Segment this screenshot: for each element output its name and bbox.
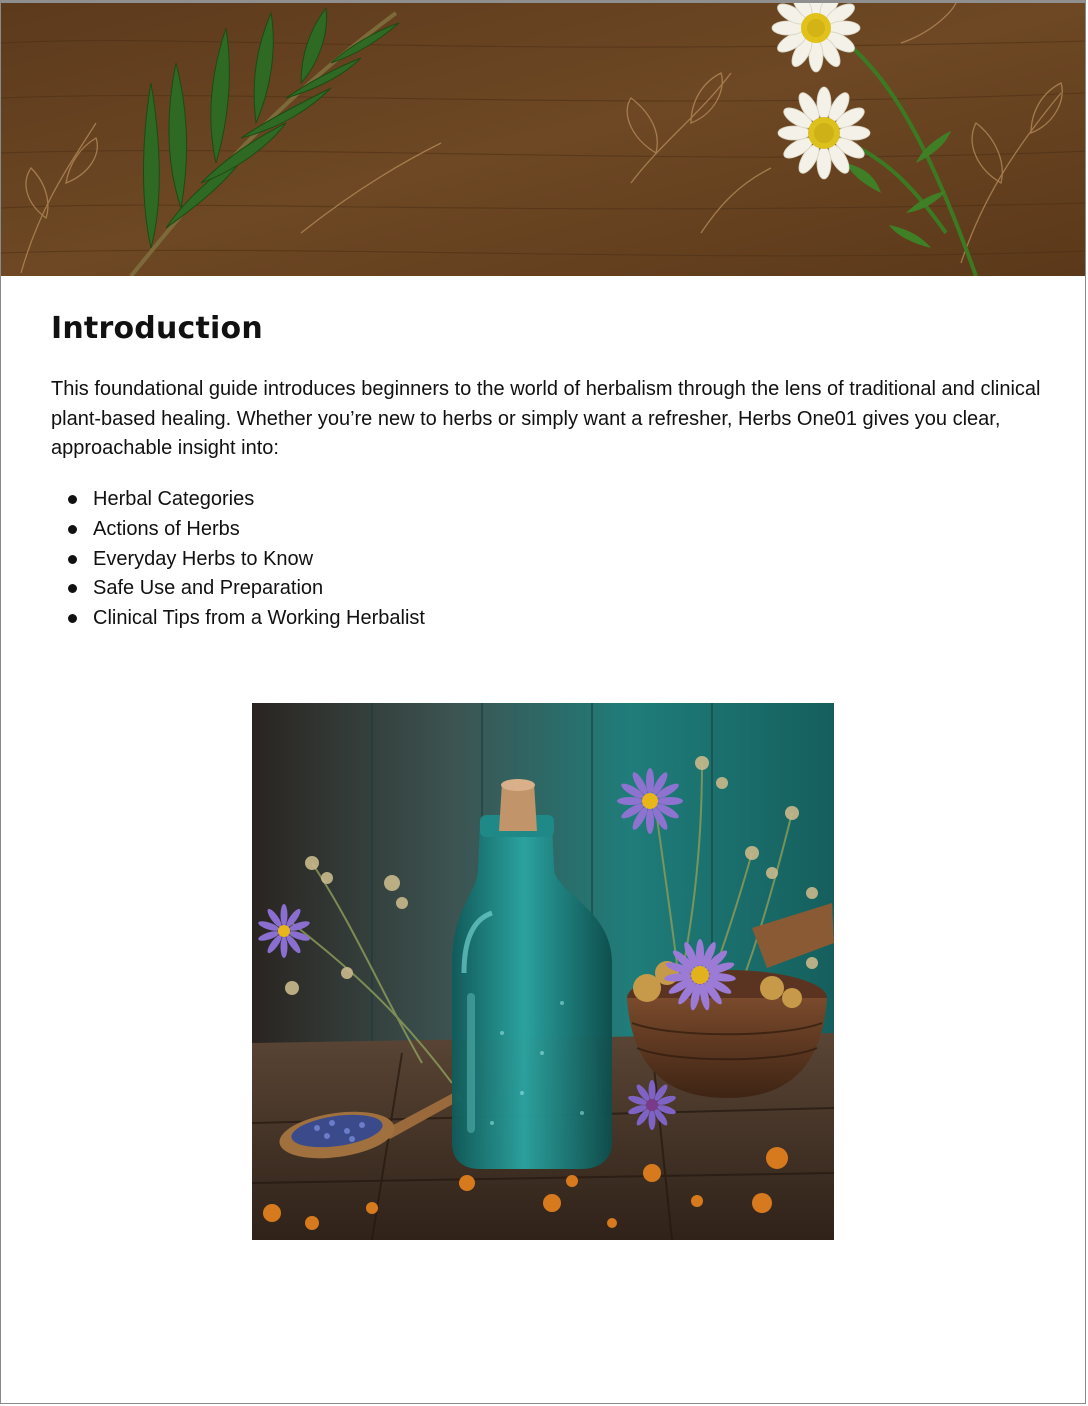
topics-list (51, 485, 425, 634)
bullet-icon (68, 555, 77, 564)
list-item (51, 545, 425, 575)
bullet-icon (68, 525, 77, 534)
wood-herbs-illustration (1, 3, 1086, 276)
list-item-label: Clinical Tips from a Working Herbalist (93, 607, 425, 630)
list-item-label: Everyday Herbs to Know (93, 547, 314, 570)
list-item (51, 604, 425, 634)
herbal-still-life-illustration (252, 703, 834, 1240)
list-item-label: Herbal Categories (93, 488, 255, 510)
bullet-icon (68, 495, 77, 504)
banner-image (1, 3, 1086, 276)
list-item (51, 485, 425, 515)
list-item (51, 574, 425, 604)
intro-paragraph: This foundational guide introduces beginners to the world of herbalism through the lens of traditional and clinical plant-based healing. Whether you’re new to herbs or simply want a refresher, Herbs One01 gives you clear, approachable insight into: (51, 378, 1041, 459)
bullet-icon (68, 584, 77, 593)
list-item (51, 515, 425, 545)
list-item-label: Safe Use and Preparation (93, 577, 324, 600)
apothecary-bottle-image (252, 703, 834, 1240)
bullet-icon (68, 614, 77, 623)
page-title: Introduction (51, 311, 263, 346)
list-item-label: Actions of Herbs (93, 517, 240, 540)
